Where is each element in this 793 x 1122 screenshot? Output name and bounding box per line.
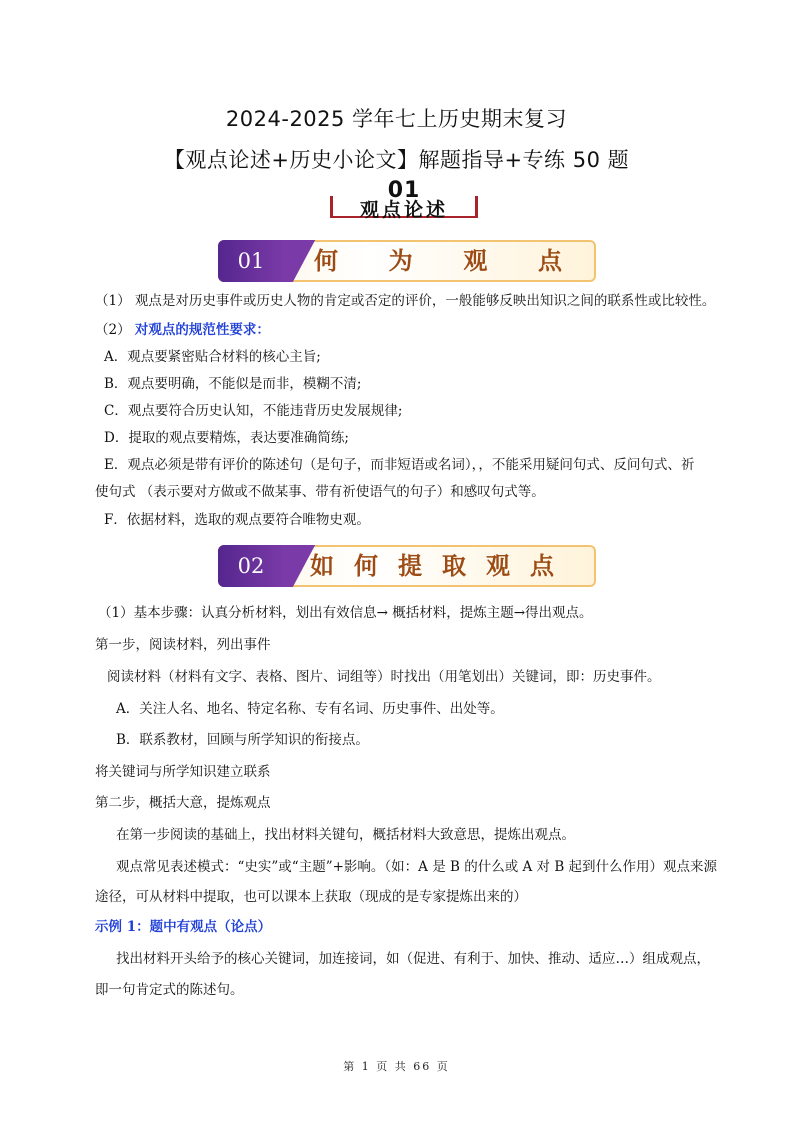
banner-number: 02 xyxy=(218,545,284,587)
list-item: F．依据材料，选取的观点要符合唯物史观。 xyxy=(104,512,370,528)
paragraph-heading: （2） 对观点的规范性要求： xyxy=(95,322,270,338)
list-item: C．观点要符合历史认知，不能违背历史发展规律; xyxy=(104,403,403,419)
list-item-continued: 使句式 （表示要对方做或不做某事、带有祈使语气的句子）和感叹句式等。 xyxy=(95,484,545,500)
banner-number: 01 xyxy=(218,240,284,282)
paragraph-continued: 途径，可从材料中提取，也可以课本上获取（现成的是专家提炼出来的） xyxy=(95,889,527,905)
paragraph: 找出材料开头给予的核心关键词，加连接词，如（促进、有利于、加快、推动、适应…）组成观点， xyxy=(116,951,710,967)
document-title-line2: 【观点论述+历史小论文】解题指导+专练 50 题 xyxy=(163,148,630,172)
badge-number: 01 xyxy=(387,178,421,203)
page-footer: 第 1 页 共 66 页 xyxy=(343,1060,450,1073)
paragraph: 第二步，概括大意，提炼观点 xyxy=(95,795,271,811)
list-item: D．提取的观点要精炼，表达要准确简练; xyxy=(104,430,349,446)
list-item: E．观点必须是带有评价的陈述句（是句子，而非短语或名词），，不能采用疑问句式、反问句式、祈 xyxy=(104,457,695,473)
document-title-line1: 2024-2025 学年七上历史期末复习 xyxy=(225,107,568,131)
paragraph-continued: 即一句肯定式的陈述句。 xyxy=(95,982,244,998)
paragraph: 将关键词与所学知识建立联系 xyxy=(95,764,271,780)
paragraph: 阅读材料（材料有文字、表格、图片、词组等）时找出（用笔划出）关键词，即：历史事件。 xyxy=(107,669,661,685)
paragraph: 观点常见表述模式：“史实”或“主题”+影响。（如：A 是 B 的什么或 A 对 B 起到什么作用）观点来源 xyxy=(116,859,718,875)
section-banner-2 xyxy=(218,545,596,587)
section-badge xyxy=(330,180,478,220)
list-item: B．联系教材，回顾与所学知识的衔接点。 xyxy=(116,732,369,748)
paragraph: （1）基本步骤：认真分析材料，划出有效信息→ 概括材料，提炼主题→得出观点。 xyxy=(98,605,593,621)
list-item: A．关注人名、地名、特定名称、专有名词、历史事件、出处等。 xyxy=(116,701,504,717)
list-item: A．观点要紧密贴合材料的核心主旨; xyxy=(104,349,321,365)
section-banner-1 xyxy=(218,240,596,282)
banner-heading: 如 何 提 取 观 点 xyxy=(310,552,554,580)
banner-heading: 何 为 观 点 xyxy=(314,247,562,275)
paragraph: 在第一步阅读的基础上，找出材料关键句，概括材料大致意思，提炼出观点。 xyxy=(116,827,575,843)
badge-label: 观点论述 xyxy=(359,199,448,221)
paragraph: 第一步，阅读材料，列出事件 xyxy=(95,637,271,653)
paragraph: （1） 观点是对历史事件或历史人物的肯定或否定的评价，一般能够反映出知识之间的联系性或比较性。 xyxy=(95,293,716,309)
example-heading: 示例 1：题中有观点（论点） xyxy=(95,919,272,935)
list-item: B．观点要明确，不能似是而非，模糊不清; xyxy=(104,376,362,392)
